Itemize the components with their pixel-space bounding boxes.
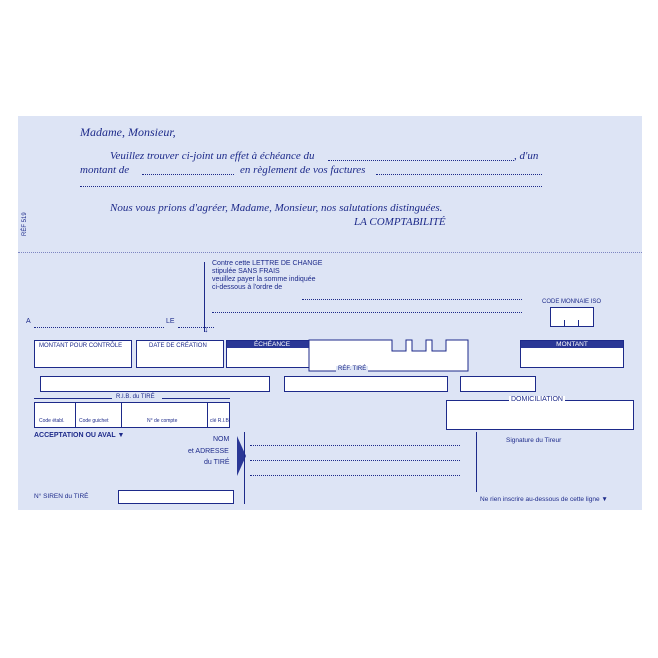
arrow-down-icon: ↓ (204, 324, 209, 334)
echeance-box[interactable] (226, 340, 318, 368)
domiciliation-label: DOMICILIATION (511, 396, 563, 403)
le-label: LE (166, 318, 175, 325)
letter-line1-end: , d'un (514, 150, 539, 162)
salutation: Madame, Monsieur, (80, 125, 176, 139)
echeance-label: ÉCHÉANCE (227, 341, 317, 348)
adresse-line-1[interactable] (250, 460, 460, 461)
intro-divider (204, 262, 205, 332)
rib-rule-right (162, 398, 230, 399)
code-box[interactable] (460, 376, 536, 392)
intro-line-3: veuillez payer la somme indiquée (212, 276, 316, 283)
rib-divider (207, 403, 208, 427)
nom-label: NOM (213, 436, 230, 443)
tick (578, 320, 579, 327)
intro-line-1: Contre cette LETTRE DE CHANGE (212, 260, 323, 267)
adresse-label: et ADRESSE (188, 448, 229, 455)
closing: Nous vous prions d'agréer, Madame, Monsieur, nos salutations distinguées. (110, 202, 443, 214)
du-tire-label: du TIRÉ (204, 459, 230, 466)
montant-line[interactable] (142, 174, 234, 175)
signature-comptabilite: LA COMPTABILITÉ (354, 216, 446, 228)
nom-line[interactable] (250, 445, 460, 446)
signature-tireur-label: Signature du Tireur (506, 437, 562, 444)
acceptation-label: ACCEPTATION OU AVAL ▼ (34, 432, 125, 439)
intro-line-2: stipulée SANS FRAIS (212, 268, 280, 275)
signature-divider (476, 432, 477, 492)
montant-box[interactable] (520, 340, 624, 368)
bill-intro (212, 260, 322, 292)
arrow-right-icon (234, 434, 248, 478)
side-reference: RÉF 519 (22, 212, 28, 236)
a-line[interactable] (34, 327, 164, 328)
code-guichet-label: Code guichet (79, 418, 109, 424)
echeance-date-line[interactable] (328, 160, 514, 161)
cle-rib-label: clé R.I.B. (210, 418, 231, 424)
rib-box[interactable] (34, 402, 230, 428)
rib-label: R.I.B. du TIRÉ (116, 394, 155, 400)
date-creation-label: DATE DE CRÉATION (149, 343, 207, 349)
footer-note: Ne rien inscrire au-dessous de cette ligne ▼ (480, 496, 608, 503)
code-monnaie-label: CODE MONNAIE ISO (542, 299, 602, 305)
address-divider (244, 432, 245, 504)
factures-line[interactable] (376, 174, 542, 175)
letter-line2-start: montant de (80, 164, 130, 176)
tire-name-box[interactable] (40, 376, 270, 392)
rib-divider (121, 403, 122, 427)
siren-label: N° SIREN du TIRÉ (34, 493, 89, 500)
ordre-line-1[interactable] (302, 299, 522, 300)
ordre-line-2[interactable] (212, 312, 522, 313)
factures-line-2[interactable] (80, 186, 542, 187)
rib-rule-left (34, 398, 112, 399)
ref-tire-label: RÉF. TIRÉ (338, 366, 367, 372)
montant-controle-label: MONTANT POUR CONTRÔLE (39, 343, 123, 349)
rib-divider (75, 403, 76, 427)
date-creation-box[interactable] (136, 340, 224, 368)
fold-line (18, 252, 642, 253)
montant-label: MONTANT (521, 341, 623, 348)
code-etab-label: Code établ. (39, 418, 65, 424)
letter-line1-start: Veuillez trouver ci-joint un effet à échéance du (110, 150, 315, 162)
montant-controle-box[interactable] (34, 340, 132, 368)
num-compte-label: N° de compte (147, 418, 178, 424)
siren-box[interactable] (118, 490, 234, 504)
ref-tire-field[interactable] (284, 376, 448, 392)
code-monnaie-box[interactable] (550, 307, 594, 327)
intro-line-4: ci-dessous à l'ordre de (212, 284, 283, 291)
le-line[interactable] (178, 327, 214, 328)
bill-of-exchange-form (18, 116, 642, 510)
adresse-line-2[interactable] (250, 475, 460, 476)
tick (564, 320, 565, 327)
a-label: A (26, 318, 31, 325)
letter-line2-mid: en règlement de vos factures (240, 164, 366, 176)
domiciliation-box[interactable] (446, 396, 634, 430)
